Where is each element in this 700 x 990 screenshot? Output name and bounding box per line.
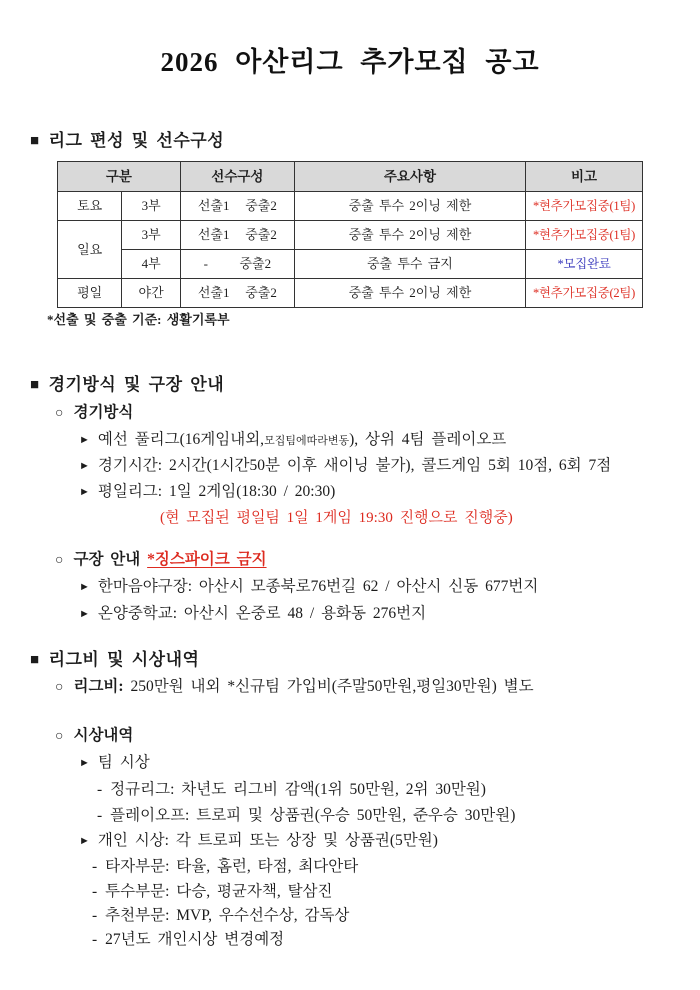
method-item-text: ), 상위 4팀 플레이오프 — [349, 431, 507, 448]
individual-award-label: 개인 시상: 각 트로피 또는 상장 및 상품권(5만원) — [97, 832, 438, 849]
method-item-text: 경기시간: 2시간(1시간50분 이후 새이닝 불가), 콜드게임 5회 10점, 6회 7점 — [97, 457, 612, 474]
arrow-bullet-icon: ► — [79, 434, 90, 446]
division-cell: 3부 — [122, 192, 181, 221]
day-cell: 토요 — [58, 192, 122, 221]
individual-award-item-recommend — [92, 906, 700, 926]
arrow-bullet-icon: ► — [79, 608, 90, 620]
lineup-cell: 선출1 중출2 — [180, 192, 294, 221]
section-fee-heading — [30, 649, 700, 672]
subsection-stadium — [55, 550, 700, 571]
individual-award-item-batter — [92, 857, 700, 877]
lineup-cell: 선출1 중출2 — [180, 279, 294, 308]
section-game-heading-text: 경기방식 및 구장 안내 — [48, 375, 225, 394]
award-item-text: 플레이오프: 트로피 및 상품권(우승 50만원, 준우승 30만원) — [110, 807, 516, 824]
method-item-weekday — [79, 482, 700, 503]
individual-award-item-pitcher — [92, 882, 700, 902]
weekday-progress-note: (현 모집된 평일팀 1일 1게임 19:30 진행으로 진행중) — [160, 510, 513, 526]
notes-cell: 중출 투수 2이닝 제한 — [294, 279, 525, 308]
team-award-line — [79, 753, 700, 774]
stadium-item-text: 온양중학교: 아산시 온중로 48 / 용화동 276번지 — [97, 605, 427, 622]
square-bullet-icon: ■ — [30, 377, 40, 393]
dash-bullet-icon: - — [92, 931, 98, 948]
square-bullet-icon: ■ — [30, 133, 40, 149]
dash-bullet-icon: - — [92, 883, 98, 900]
stadium-item-onyang — [79, 604, 700, 625]
dash-bullet-icon: - — [97, 807, 103, 824]
circle-bullet-icon: ○ — [55, 680, 64, 695]
award-item-text: 추천부문: MVP, 우수선수상, 감독상 — [105, 907, 350, 924]
circle-bullet-icon: ○ — [55, 729, 64, 744]
division-cell: 야간 — [122, 279, 181, 308]
circle-bullet-icon: ○ — [55, 553, 64, 568]
awards-label: 시상내역 — [73, 727, 134, 744]
lineup-cell: - 중출2 — [180, 250, 294, 279]
remark-cell: *현추가모집중(1팀) — [525, 192, 642, 221]
square-bullet-icon: ■ — [30, 652, 40, 668]
method-item-gametime — [79, 456, 700, 477]
stadium-label: 구장 안내 — [73, 551, 141, 568]
header-cell-lineup: 선수구성 — [180, 162, 294, 192]
stadium-item-text: 한마음야구장: 아산시 모종북로76번길 62 / 아산시 신동 677번지 — [97, 578, 539, 595]
fee-label: 리그비: — [73, 678, 124, 695]
notes-cell: 중출 투수 2이닝 제한 — [294, 221, 525, 250]
section-league-heading — [30, 130, 700, 153]
individual-award-line — [79, 831, 700, 852]
award-item-text: 타자부문: 타율, 홈런, 타점, 최다안타 — [105, 858, 359, 875]
remark-cell: *모집완료 — [525, 250, 642, 279]
table-footnote: *선출 및 중출 기준: 생활기록부 — [47, 312, 230, 327]
dash-bullet-icon: - — [92, 858, 98, 875]
individual-award-item-change — [92, 930, 700, 950]
notes-cell: 중출 투수 금지 — [294, 250, 525, 279]
section-league-heading-text: 리그 편성 및 선수구성 — [48, 131, 225, 150]
fee-text: 250만원 내외 *신규팀 가입비(주말50만원,평일30만원) 별도 — [130, 678, 534, 695]
notes-cell: 중출 투수 2이닝 제한 — [294, 192, 525, 221]
remark-cell: *현추가모집중(2팀) — [525, 279, 642, 308]
arrow-bullet-icon: ► — [79, 486, 90, 498]
stadium-item-hanmaeum — [79, 577, 700, 598]
dash-bullet-icon: - — [97, 781, 103, 798]
header-cell-remark: 비고 — [525, 162, 642, 192]
award-item-text: 27년도 개인시상 변경예정 — [105, 931, 285, 948]
no-spikes-warning: *징스파이크 금지 — [147, 551, 267, 568]
award-item-text: 투수부문: 다승, 평균자책, 탈삼진 — [105, 883, 333, 900]
table-row — [58, 250, 643, 279]
arrow-bullet-icon: ► — [79, 460, 90, 472]
subsection-awards — [55, 726, 700, 747]
award-item-text: 정규리그: 차년도 리그비 감액(1위 50만원, 2위 30만원) — [110, 781, 486, 798]
team-award-item-regular — [97, 780, 700, 800]
lineup-cell: 선출1 중출2 — [180, 221, 294, 250]
method-item-smalltext: 모집팀에따라변동 — [264, 435, 350, 447]
header-cell-notes: 주요사항 — [294, 162, 525, 192]
arrow-bullet-icon: ► — [79, 757, 90, 769]
league-table — [57, 161, 643, 308]
method-item-text: 평일리그: 1일 2게임(18:30 / 20:30) — [97, 483, 336, 500]
remark-cell: *현추가모집중(1팀) — [525, 221, 642, 250]
dash-bullet-icon: - — [92, 907, 98, 924]
arrow-bullet-icon: ► — [79, 581, 90, 593]
section-game-heading — [30, 374, 700, 397]
team-award-item-playoff — [97, 806, 700, 826]
table-row — [58, 192, 643, 221]
circle-bullet-icon: ○ — [55, 406, 64, 421]
table-row — [58, 221, 643, 250]
doc-title: 2026 아산리그 추가모집 공고 — [160, 47, 540, 77]
section-fee-heading-text: 리그비 및 시상내역 — [48, 650, 200, 669]
subsection-method — [55, 403, 700, 424]
method-item-preliminary — [79, 430, 700, 451]
day-cell: 일요 — [58, 221, 122, 279]
table-row — [58, 279, 643, 308]
division-cell: 4부 — [122, 250, 181, 279]
division-cell: 3부 — [122, 221, 181, 250]
method-item-text: 예선 풀리그(16게임내외, — [97, 431, 265, 448]
day-cell: 평일 — [58, 279, 122, 308]
arrow-bullet-icon: ► — [79, 835, 90, 847]
table-header-row — [58, 162, 643, 192]
fee-line — [55, 677, 700, 698]
method-label: 경기방식 — [73, 404, 134, 421]
header-cell-gubun: 구분 — [58, 162, 181, 192]
team-award-label: 팀 시상 — [97, 754, 150, 771]
